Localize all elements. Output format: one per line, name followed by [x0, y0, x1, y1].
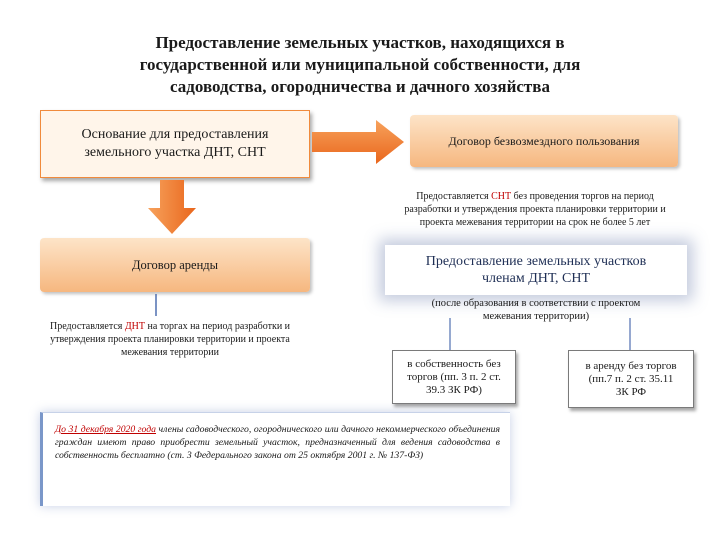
free-use-desc-snt: СНТ [491, 191, 512, 202]
lease-desc-rest: на торгах на период разработки и [145, 321, 291, 332]
title-line-3: садоводства, огородничества и дачного хозяйства [170, 77, 550, 96]
members-line-2: членам ДНТ, СНТ [481, 271, 591, 286]
ownership-line-2: торгов (пп. 3 п. 2 ст. [407, 370, 501, 383]
ownership-line-3: 39.3 ЗК РФ) [426, 383, 482, 396]
free-use-desc-line-1 [385, 190, 685, 203]
lease-desc-line-2: утверждения проекта планировки территории и проекта [50, 334, 290, 345]
ownership-box [392, 350, 516, 404]
rent-box [568, 350, 694, 408]
lease-desc-line-1 [20, 320, 320, 333]
members-line-1: Предоставление земельных участков [425, 254, 647, 269]
basis-line-1: Основание для предоставления [81, 127, 269, 142]
members-box [385, 245, 687, 295]
members-note-line-2: межевания территории) [482, 311, 590, 322]
rent-line-1: в аренду без торгов [585, 359, 677, 372]
rent-line-2: (пп.7 п. 2 ст. 35.11 [588, 372, 674, 385]
lease-connector [150, 294, 162, 318]
title-line-2: государственной или муниципальной собственности, для [139, 55, 581, 74]
lease-desc-line-3: межевания территории [121, 347, 219, 358]
free-use-description [385, 190, 685, 229]
arrow-down-icon [146, 180, 198, 236]
basis-box [40, 110, 310, 178]
lease-desc-dnt: ДНТ [124, 321, 146, 332]
lease-description [20, 320, 320, 359]
basis-line-2: земельного участка ДНТ, СНТ [84, 145, 266, 160]
free-use-desc-rest: без проведения торгов на период [511, 191, 654, 202]
free-use-label: Договор безвозмездного пользования [448, 133, 640, 148]
rent-line-3: ЗК РФ [615, 385, 647, 398]
free-use-box [410, 115, 678, 167]
note-date: До 31 декабря 2020 года [55, 424, 157, 435]
free-use-desc-prefix: Предоставляется [416, 191, 492, 202]
lease-box [40, 238, 310, 292]
lease-label: Договор аренды [131, 257, 219, 272]
members-note-line-1: (после образования в соответствии с проектом [431, 298, 641, 309]
free-use-desc-line-3: проекта межевания территории на срок не более 5 лет [419, 217, 651, 228]
arrow-right-icon [312, 118, 406, 166]
free-use-desc-line-2: разработки и утверждения проекта планировки территории и [404, 204, 666, 215]
note-text: члены садоводческого, огороднического или дачного некоммерческого объединения граждан имеют право приобрести земельный участок, предназначенный для ведения садоводства в собственность бесплатно (ст. 3 Федерального закона от 25 октября 2001 г. № 137-ФЗ) [55, 424, 501, 461]
note-box [40, 412, 510, 506]
title-line-1: Предоставление земельных участков, находящихся в [155, 33, 565, 52]
ownership-line-1: в собственность без [407, 357, 501, 370]
lease-desc-prefix: Предоставляется [49, 321, 125, 332]
page-title [90, 32, 630, 98]
